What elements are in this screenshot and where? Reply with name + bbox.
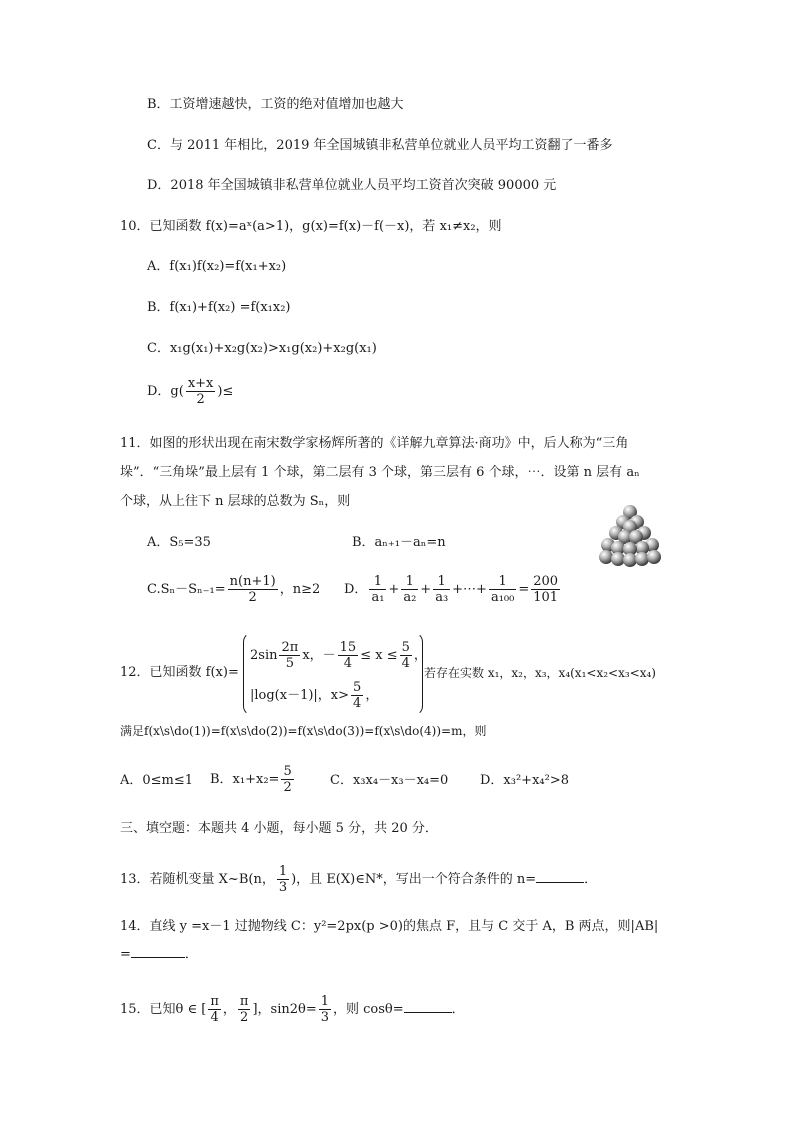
- case-text: ，: [413, 648, 427, 663]
- q12-case-1: [250, 640, 427, 671]
- fraction: [208, 994, 221, 1025]
- fraction: [281, 764, 293, 795]
- q10-option-d-suffix: )≤: [217, 384, 234, 399]
- fraction-numerator: 5: [401, 640, 410, 655]
- fraction-numerator: 1: [369, 574, 386, 590]
- q12-stem-prefix: 12．已知函数 f(x)=: [120, 665, 239, 680]
- q12-case-2: [250, 680, 378, 711]
- case-text: 2sin: [250, 648, 278, 663]
- section-3-heading: 三、填空题：本题共 4 小题，每小题 5 分，共 20 分．: [120, 821, 438, 836]
- q11-stem-line1: 11．如图的形状出现在南宋数学家杨辉所著的《详解九章算法·商功》中，后人称为“三角: [120, 436, 629, 451]
- fraction: [351, 680, 363, 711]
- q12-option-d: D．x₃²+x₄²>8: [480, 773, 569, 788]
- q11-option-a: A．S₅=35: [147, 535, 211, 550]
- fraction-numerator: 1: [320, 994, 329, 1009]
- q10-option-a: A．f(x₁)f(x₂)=f(x₁+x₂): [147, 259, 287, 274]
- q11-stem-line2: 垛”．“三角垛”最上层有 1 个球，第二层有 3 个球，第三层有 6 个球，⋯．设第 n 层有 aₙ: [120, 465, 640, 480]
- q9-option-b: B．工资增速越快，工资的绝对值增加也越大: [147, 97, 404, 112]
- fraction-denominator: 5: [285, 656, 295, 671]
- fraction-denominator: 4: [353, 696, 362, 711]
- fraction-numerator: 5: [353, 680, 362, 695]
- question-text: ．: [451, 1002, 465, 1017]
- ball: [599, 550, 613, 564]
- triangular-pile-figure: [596, 500, 668, 570]
- ball: [635, 552, 649, 566]
- q10-option-d-fraction: [186, 376, 216, 407]
- fraction-numerator: 1: [433, 574, 450, 590]
- q9-option-d: D．2018 年全国城镇非私营单位就业人员平均工资首次突破 90000 元: [147, 178, 557, 193]
- fraction-numerator: 1: [489, 574, 516, 590]
- question-text: ，: [222, 1002, 236, 1017]
- case-text: ，: [365, 688, 379, 703]
- answer-blank[interactable]: [536, 882, 584, 883]
- q12-stem-suffix: 若存在实数 x₁，x₂，x₃，x₄(x₁<x₂<x₃<x₄): [424, 666, 656, 680]
- case-text: |log(x－1)|，x>: [250, 688, 350, 703]
- answer-blank[interactable]: [131, 957, 185, 958]
- q12-condition: 满足f(x\s\do(1))=f(x\s\do(2))=f(x\s\do(3))=f(x\s\do(4))=m，则: [120, 724, 487, 738]
- series-dots: +⋯+: [452, 582, 487, 597]
- ball: [647, 550, 661, 564]
- question-text: )，且 E(X)∈N*，写出一个符合条件的 n=: [291, 872, 537, 887]
- fraction-numerator: 1: [278, 864, 288, 879]
- q10-option-c: C．x₁g(x₁)+x₂g(x₂)>x₁g(x₂)+x₂g(x₁): [147, 341, 377, 356]
- fraction-numerator: 5: [283, 764, 292, 779]
- q11-option-d-label: D．: [344, 582, 368, 597]
- ball: [623, 553, 637, 567]
- fraction: [319, 994, 331, 1025]
- question-text: =: [120, 947, 131, 962]
- q14-line1: 14．直线 y =x－1 过抛物线 C：y²=2px(p >0)的焦点 F，且与 C 交于 A，B 两点，则|AB|: [120, 919, 659, 934]
- fraction-denominator: 2: [196, 392, 205, 407]
- case-text: x，－: [302, 648, 336, 663]
- q10-option-d: [147, 376, 233, 407]
- q11-stem-line3: 个球，从上往下 n 层球的总数为 Sₙ，则: [120, 494, 351, 509]
- question-text: ，则 cosθ=: [333, 1002, 404, 1017]
- fraction-denominator: 4: [210, 1010, 219, 1025]
- fraction-denominator: a₃: [435, 590, 449, 605]
- fraction-numerator: n(n+1): [229, 574, 276, 589]
- fraction-denominator: 2: [283, 780, 292, 795]
- case-text: ≤ x ≤: [360, 648, 398, 663]
- fraction: [279, 640, 300, 671]
- fraction: [277, 864, 289, 895]
- fraction: [531, 574, 560, 605]
- q10-option-d-prefix: D．g(: [147, 384, 184, 399]
- fraction-denominator: 2: [248, 590, 257, 605]
- fraction-numerator: 1: [401, 574, 418, 590]
- q11-option-c-prefix: C.Sₙ－Sₙ₋₁=: [147, 582, 226, 597]
- fraction-denominator: 101: [533, 590, 559, 605]
- fraction-denominator: a₁₀₀: [490, 590, 515, 605]
- fraction-denominator: a₂: [403, 590, 417, 605]
- q10-stem: 10．已知函数 f(x)=aˣ(a>1)，g(x)=f(x)－f(－x)，若 x₁≠x₂，则: [120, 219, 502, 234]
- q13: [120, 864, 597, 895]
- fraction-numerator: 2π: [281, 640, 299, 655]
- fraction: [338, 640, 359, 671]
- question-text: ]，sin2θ=: [252, 1002, 317, 1017]
- question-text: ．: [584, 872, 598, 887]
- q12-option-b: [210, 764, 296, 795]
- fraction-denominator: 4: [343, 656, 353, 671]
- fraction: [401, 574, 418, 605]
- fraction-denominator: 3: [278, 880, 288, 895]
- fraction-numerator: π: [239, 994, 249, 1009]
- q14-line2: [120, 946, 198, 964]
- q12-option-c: C．x₃x₄－x₃－x₄=0: [330, 773, 449, 788]
- q9-option-c: C．与 2011 年相比，2019 年全国城镇非私营单位就业人员平均工资翻了一番多: [147, 138, 613, 153]
- fraction: [489, 574, 516, 605]
- fraction-numerator: 200: [533, 574, 559, 589]
- q11-option-c: [147, 574, 320, 605]
- fraction-denominator: 2: [240, 1010, 249, 1025]
- fraction: [433, 574, 450, 605]
- fraction-numerator: x+x: [187, 376, 214, 391]
- fraction: [369, 574, 386, 605]
- q10-option-b: B．f(x₁)+f(x₂) =f(x₁x₂): [147, 300, 291, 315]
- fraction-denominator: 3: [320, 1010, 329, 1025]
- fraction: [238, 994, 251, 1025]
- fraction-denominator: a₁: [371, 590, 385, 605]
- q11-option-c-suffix: ，n≥2: [279, 582, 321, 597]
- fraction-denominator: 4: [401, 656, 410, 671]
- q11-option-b: B．aₙ₊₁－aₙ=n: [352, 535, 446, 550]
- fraction-numerator: π: [210, 994, 219, 1009]
- question-text: 15．已知θ ∈ [: [120, 1002, 207, 1017]
- question-text: 13．若随机变量 X~B(n，: [120, 872, 275, 887]
- fraction-numerator: 15: [339, 640, 357, 655]
- q11-option-c-fraction: [228, 574, 278, 605]
- q11-option-d: D． $\frac{1}{\text{a₁}}$ + $\frac{1}{\text{a₂}}$ + $\frac{1}{\text{a₃}}$ +⋯+ $\frac{1}{\text{a₁₀₀}}$ = $\frac{200}{101}$: [344, 574, 559, 605]
- question-text: ．: [184, 947, 198, 962]
- fraction: [400, 640, 412, 671]
- q12-option-a: A．0≤m≤1: [120, 773, 194, 788]
- q15: [120, 994, 465, 1025]
- answer-blank[interactable]: [404, 1012, 452, 1013]
- option-text: B．x₁+x₂=: [210, 772, 280, 787]
- ball: [611, 552, 625, 566]
